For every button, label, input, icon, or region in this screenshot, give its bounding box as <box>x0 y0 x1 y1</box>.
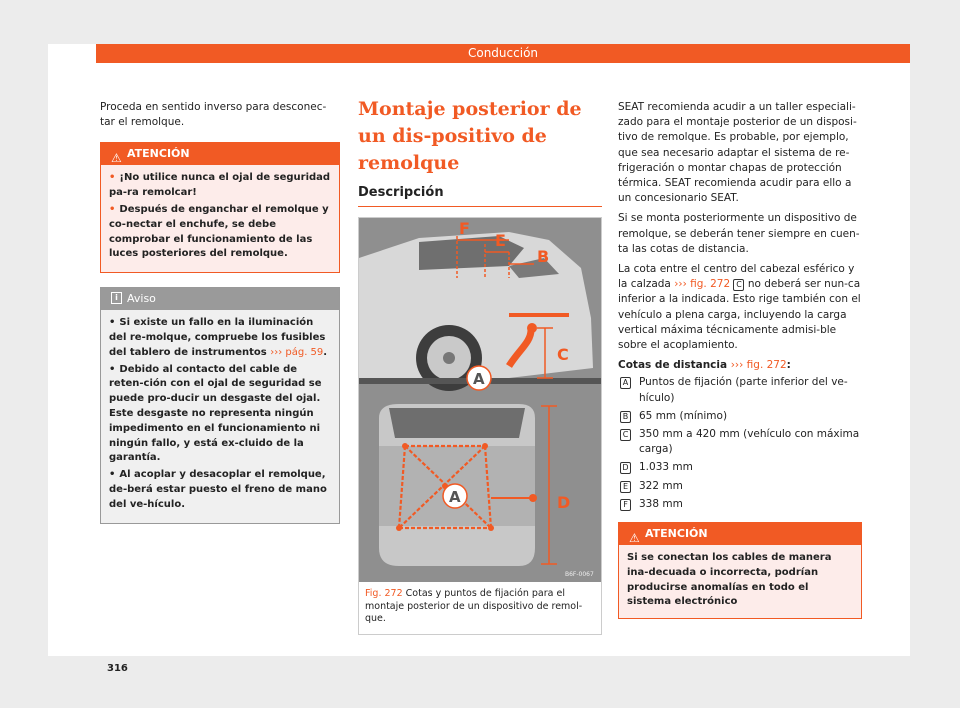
note-bullet: • Al acoplar y desacoplar el remolque, de-berá estar puesto el freno de mano del ve-hículo. <box>109 468 331 512</box>
list-title-colon: : <box>786 359 791 372</box>
label-A-top: A <box>449 488 461 507</box>
page-reference-link[interactable]: ››› pág. 59 <box>270 346 324 358</box>
intro-text: Proceda en sentido inverso para desconec-tar el remolque. <box>100 101 327 129</box>
label-E: E <box>495 231 506 251</box>
warning-bullet: • ¡No utilice nunca el ojal de seguridad pa-ra remolcar! <box>109 171 331 201</box>
paragraph: SEAT recomienda acudir a un taller especiali-zado para el montaje posterior de un disposi-tivo de remolque. Es probable, por ejemplo, que sea necesario adaptar el sistema de re-frigeración o montar chapas de protección térmica. SEAT recomienda acudir para ello a un concesionario SEAT. <box>618 101 857 205</box>
label-C: C <box>557 345 569 365</box>
list-item <box>620 427 862 457</box>
figure-caption <box>359 582 601 634</box>
note-body <box>101 310 339 522</box>
warning-bullet: • Después de enganchar el remolque y co-nectar el enchufe, se debe comprobar el funcionamiento de las luces posteriores del remolque. <box>109 203 331 262</box>
towbar-diagram <box>359 218 601 582</box>
note-bullet: • Si existe un fallo en la iluminación del re-molque, compruebe los fusibles del tablero de instrumentos ››› pág. 59. <box>109 316 331 360</box>
paragraph: Si se monta posteriormente un dispositivo de remolque, se deberán tener siempre en cuen-ta las cotas de distancia. <box>618 212 860 255</box>
note-box <box>100 287 340 523</box>
warning-triangle-icon: ⚠ <box>629 531 640 546</box>
list-item <box>620 479 862 494</box>
label-B: B <box>537 247 550 267</box>
label-F: F <box>459 219 470 239</box>
list-item-text: 350 mm a 420 mm (vehículo con máxima carga) <box>639 428 860 456</box>
key-badge: E <box>620 481 631 493</box>
list-item-text: 322 mm <box>639 479 683 492</box>
page-number: 316 <box>107 663 128 674</box>
towbar-diagram-svg <box>359 218 601 582</box>
figure-272 <box>358 217 602 635</box>
page <box>48 44 910 674</box>
list-item-text: 65 mm (mínimo) <box>639 409 728 422</box>
list-item <box>620 409 862 424</box>
warning-header <box>101 143 339 165</box>
note-bullet-text: Si existe un fallo en la iluminación del re-molque, compruebe los fusibles del tablero de instrumentos <box>109 317 326 358</box>
figure-caption-text: Cotas y puntos de fijación para el montaje posterior de un dispositivo de remol-que. <box>365 588 583 625</box>
section-subtitle: Descripción <box>358 185 602 207</box>
paragraph <box>618 262 862 353</box>
list-title-text: Cotas de distancia <box>618 359 728 372</box>
list-item <box>620 460 862 475</box>
warning-box-electrical <box>618 522 862 619</box>
label-A-side: A <box>473 370 485 389</box>
column-middle <box>358 96 602 635</box>
column-left <box>100 100 340 524</box>
list-item <box>620 375 862 405</box>
key-badge: D <box>620 462 631 474</box>
warning-box <box>100 142 340 273</box>
warning-body: Si se conectan los cables de manera ina-decuada o incorrecta, podrían producirse anomalías en todo el sistema electrónico <box>619 545 861 618</box>
warning-title: ATENCIÓN <box>645 527 708 541</box>
list-item-text: 338 mm <box>639 497 683 510</box>
key-badge: C <box>733 279 744 291</box>
key-badge: B <box>620 411 631 423</box>
paragraph-text: no deberá ser nun-ca inferior a la indicada. Esto rige también con el vehículo a plena carga, incluyendo la carga vertical máxima técnicamente admisi-ble sobre el acoplamiento. <box>618 278 861 352</box>
warning-triangle-icon: ⚠ <box>111 151 122 166</box>
section-title: Montaje posterior de un dis-positivo de remolque <box>358 98 582 174</box>
warning-body <box>101 165 339 272</box>
note-title: Aviso <box>127 292 156 306</box>
list-item <box>620 497 862 512</box>
info-icon: i <box>111 292 122 304</box>
dimensions-list-title <box>618 358 862 373</box>
key-badge: F <box>620 499 631 511</box>
figure-caption-label: Fig. 272 <box>365 588 403 600</box>
dimensions-list <box>618 375 862 512</box>
figure-reference-link[interactable]: ››› fig. 272 <box>674 278 731 291</box>
list-item-text: 1.033 mm <box>639 461 693 474</box>
section-header: Conducción <box>96 44 910 63</box>
key-badge: C <box>620 429 631 441</box>
label-D: D <box>557 493 571 513</box>
list-item-text: Puntos de fijación (parte inferior del ve-hículo) <box>639 376 848 404</box>
paragraph-text: La cota entre el centro del cabezal esférico y la calzada <box>618 263 855 291</box>
key-badge: A <box>620 377 631 389</box>
figure-code: B6F-0067 <box>565 571 594 579</box>
figure-reference-link[interactable]: ››› fig. 272 <box>730 359 787 372</box>
note-bullet: • Debido al contacto del cable de reten-ción con el ojal de seguridad se puede pro-ducir un desgaste del ojal. Este desgaste no representa ningún impedimento en el funcionamiento ni ningún fallo, y está ex-cluido de la garantía. <box>109 363 331 467</box>
warning-header <box>619 523 861 545</box>
column-right <box>618 100 862 619</box>
warning-title: ATENCIÓN <box>127 147 190 161</box>
note-header <box>101 288 339 310</box>
